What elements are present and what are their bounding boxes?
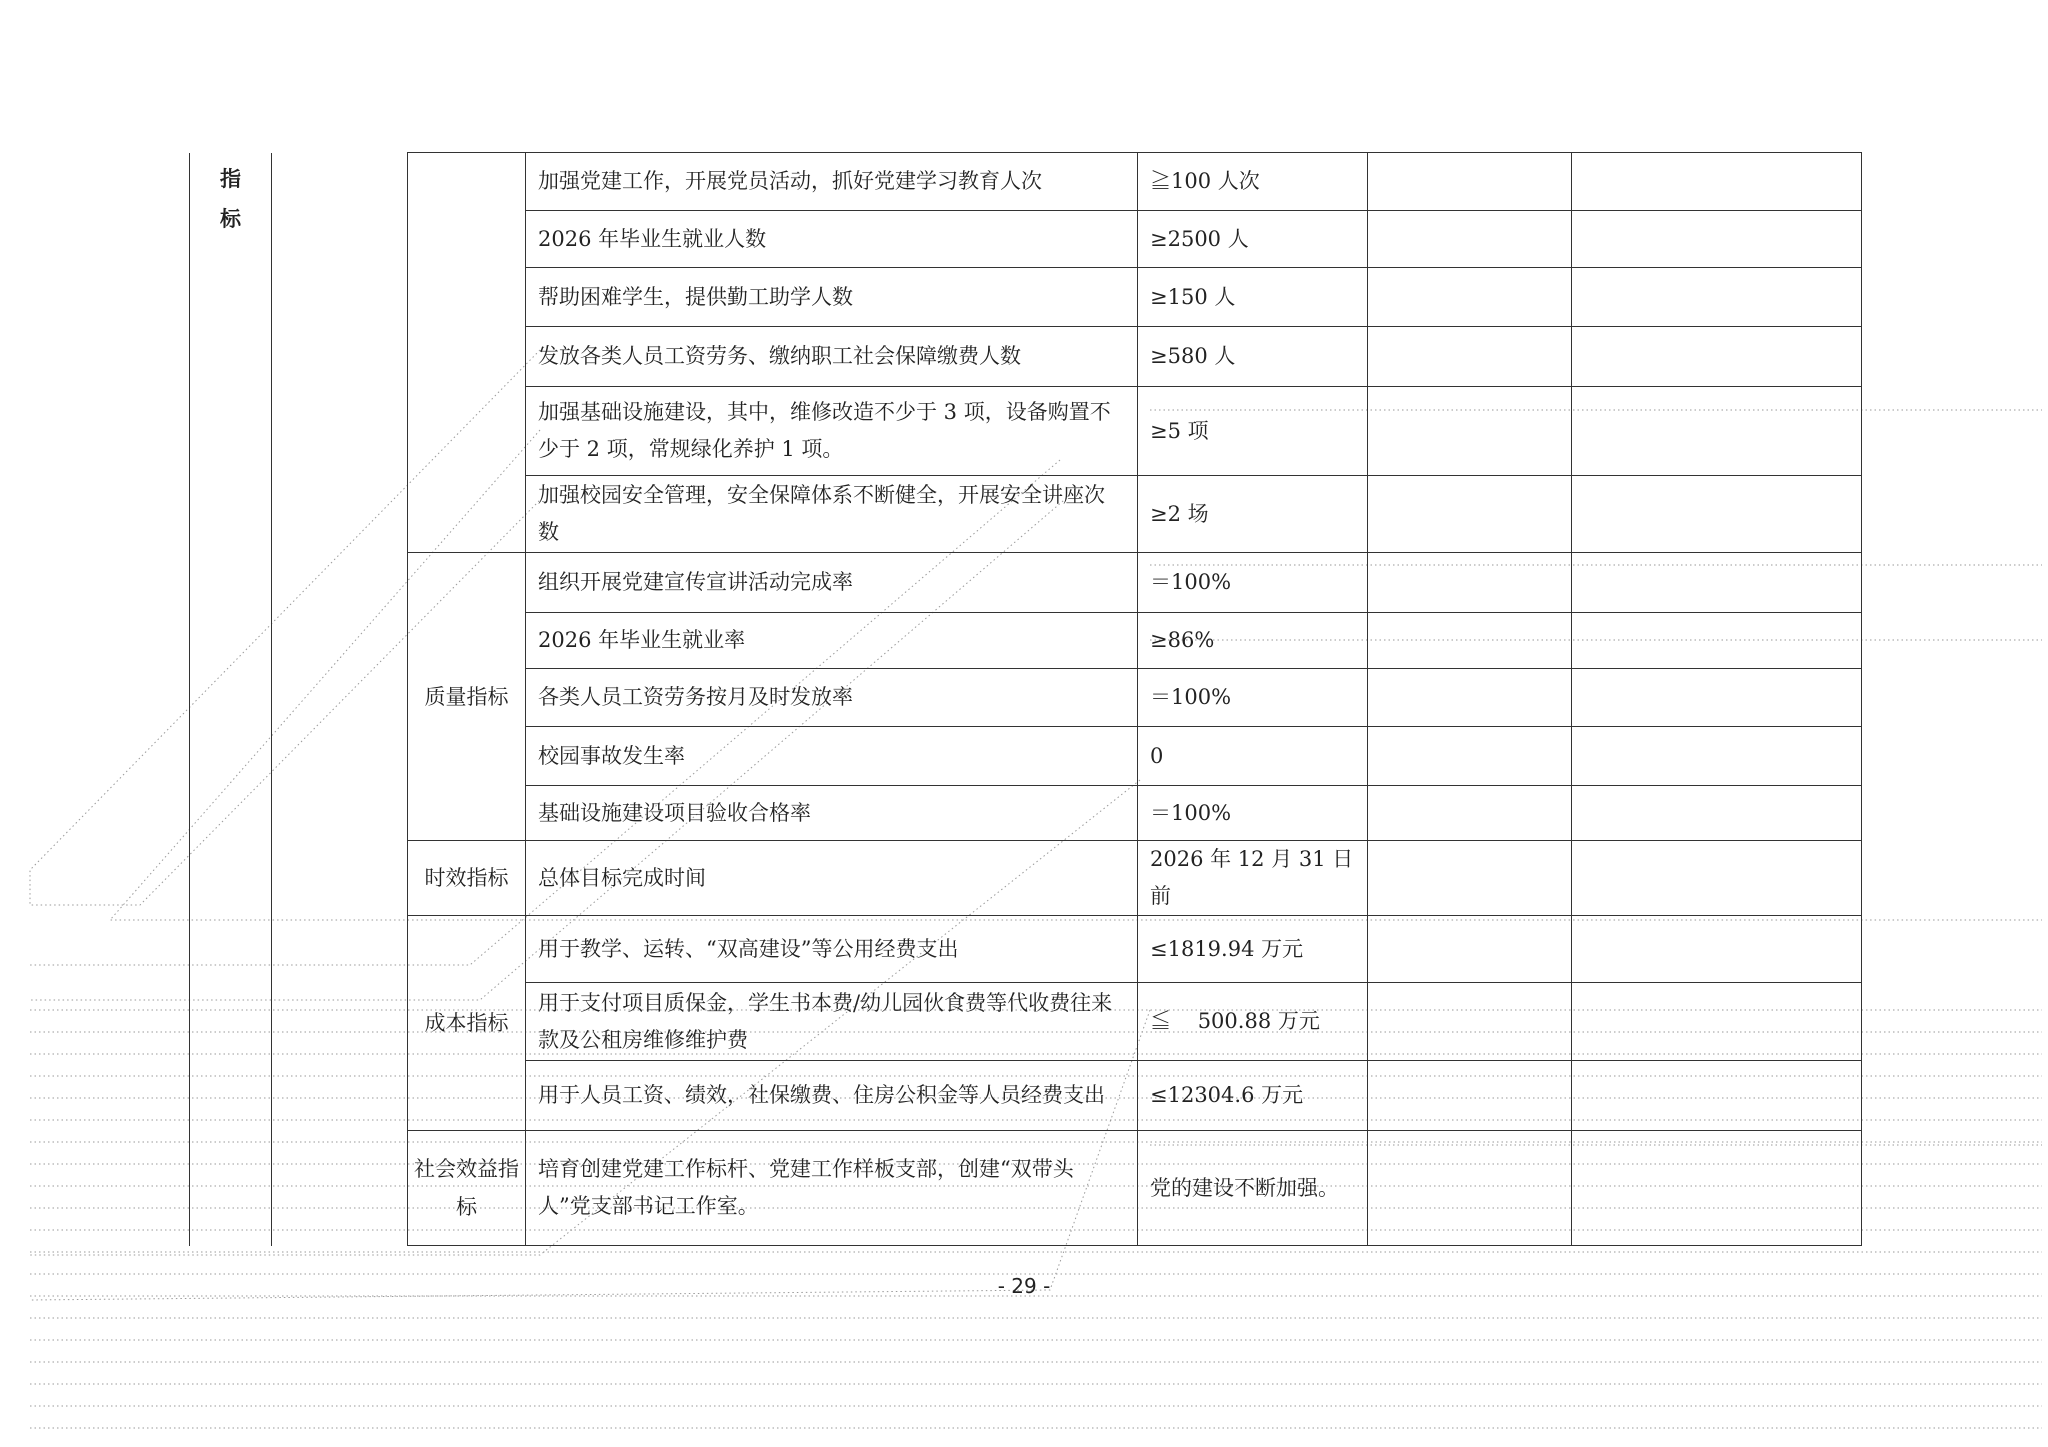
empty-cell [1368, 727, 1572, 786]
output-quantity-cell [408, 153, 526, 553]
indicator-cell: 帮助困难学生，提供勤工助学人数 [526, 268, 1138, 327]
empty-cell [1368, 1131, 1572, 1246]
target-value-cell: ＝100% [1138, 786, 1368, 841]
target-value-cell: ≧100 人次 [1138, 153, 1368, 211]
indicator-cell: 2026 年毕业生就业人数 [526, 211, 1138, 268]
empty-cell [1572, 669, 1862, 727]
target-value-cell: ≦ 500.88 万元 [1138, 983, 1368, 1061]
empty-cell [1572, 387, 1862, 476]
indicator-cell: 发放各类人员工资劳务、缴纳职工社会保障缴费人数 [526, 327, 1138, 387]
empty-cell [1572, 153, 1862, 211]
indicator-cell: 用于支付项目质保金，学生书本费/幼儿园伙食费等代收费往来款及公租房维修维护费 [526, 983, 1138, 1061]
indicator-cell: 用于人员工资、绩效，社保缴费、住房公积金等人员经费支出 [526, 1061, 1138, 1131]
category-indicator-cell [190, 153, 272, 1246]
target-value-cell: ≥86% [1138, 613, 1368, 669]
indicator-cell: 用于教学、运转、“双高建设”等公用经费支出 [526, 916, 1138, 983]
empty-cell [1572, 476, 1862, 553]
timeliness-indicator-label: 时效指标 [408, 841, 526, 916]
performance-indicator-table [189, 152, 1862, 1246]
target-value-cell: 党的建设不断加强。 [1138, 1131, 1368, 1246]
target-value-cell: 2026 年 12 月 31 日前 [1138, 841, 1368, 916]
empty-cell [1368, 268, 1572, 327]
empty-cell [1368, 983, 1572, 1061]
indicator-cell: 总体目标完成时间 [526, 841, 1138, 916]
empty-cell [1572, 916, 1862, 983]
target-value-cell: ≥2 场 [1138, 476, 1368, 553]
empty-cell [1368, 841, 1572, 916]
quality-indicator-label: 质量指标 [408, 553, 526, 841]
empty-cell [1368, 1061, 1572, 1131]
indicator-cell: 校园事故发生率 [526, 727, 1138, 786]
empty-cell [1572, 786, 1862, 841]
category-mid-cell [272, 153, 408, 1246]
indicator-cell: 2026 年毕业生就业率 [526, 613, 1138, 669]
indicator-cell: 加强校园安全管理，安全保障体系不断健全，开展安全讲座次数 [526, 476, 1138, 553]
empty-cell [1368, 553, 1572, 613]
empty-cell [1572, 553, 1862, 613]
empty-cell [1572, 613, 1862, 669]
empty-cell [1572, 983, 1862, 1061]
target-value-cell: 0 [1138, 727, 1368, 786]
page-number: - 29 - [997, 1274, 1051, 1298]
indicator-cell: 各类人员工资劳务按月及时发放率 [526, 669, 1138, 727]
empty-cell [1572, 211, 1862, 268]
indicator-cell: 加强基础设施建设，其中，维修改造不少于 3 项，设备购置不少于 2 项，常规绿化养护 1 项。 [526, 387, 1138, 476]
target-value-cell: ＝100% [1138, 669, 1368, 727]
indicator-cell: 组织开展党建宣传宣讲活动完成率 [526, 553, 1138, 613]
empty-cell [1572, 841, 1862, 916]
empty-cell [1572, 1061, 1862, 1131]
empty-cell [1572, 1131, 1862, 1246]
empty-cell [1368, 211, 1572, 268]
indicator-cell: 培育创建党建工作标杆、党建工作样板支部，创建“双带头人”党支部书记工作室。 [526, 1131, 1138, 1246]
empty-cell [1368, 153, 1572, 211]
target-value-cell: ≤12304.6 万元 [1138, 1061, 1368, 1131]
target-value-cell: ≥5 项 [1138, 387, 1368, 476]
cost-indicator-label: 成本指标 [408, 916, 526, 1131]
target-value-cell: ≤1819.94 万元 [1138, 916, 1368, 983]
empty-cell [1368, 327, 1572, 387]
empty-cell [1572, 327, 1862, 387]
target-value-cell: ≥580 人 [1138, 327, 1368, 387]
empty-cell [1368, 786, 1572, 841]
indicator-cell: 基础设施建设项目验收合格率 [526, 786, 1138, 841]
target-value-cell: ＝100% [1138, 553, 1368, 613]
indicator-cell: 加强党建工作，开展党员活动，抓好党建学习教育人次 [526, 153, 1138, 211]
empty-cell [1572, 727, 1862, 786]
empty-cell [1368, 476, 1572, 553]
target-value-cell: ≥150 人 [1138, 268, 1368, 327]
category-label-char: 标 [220, 205, 241, 231]
target-value-cell: ≥2500 人 [1138, 211, 1368, 268]
social-benefit-indicator-label: 社会效益指标 [408, 1131, 526, 1246]
empty-cell [1368, 916, 1572, 983]
empty-cell [1572, 268, 1862, 327]
category-label [220, 159, 241, 239]
empty-cell [1368, 669, 1572, 727]
empty-cell [1368, 387, 1572, 476]
empty-cell [1368, 613, 1572, 669]
category-label-char: 指 [220, 165, 241, 191]
